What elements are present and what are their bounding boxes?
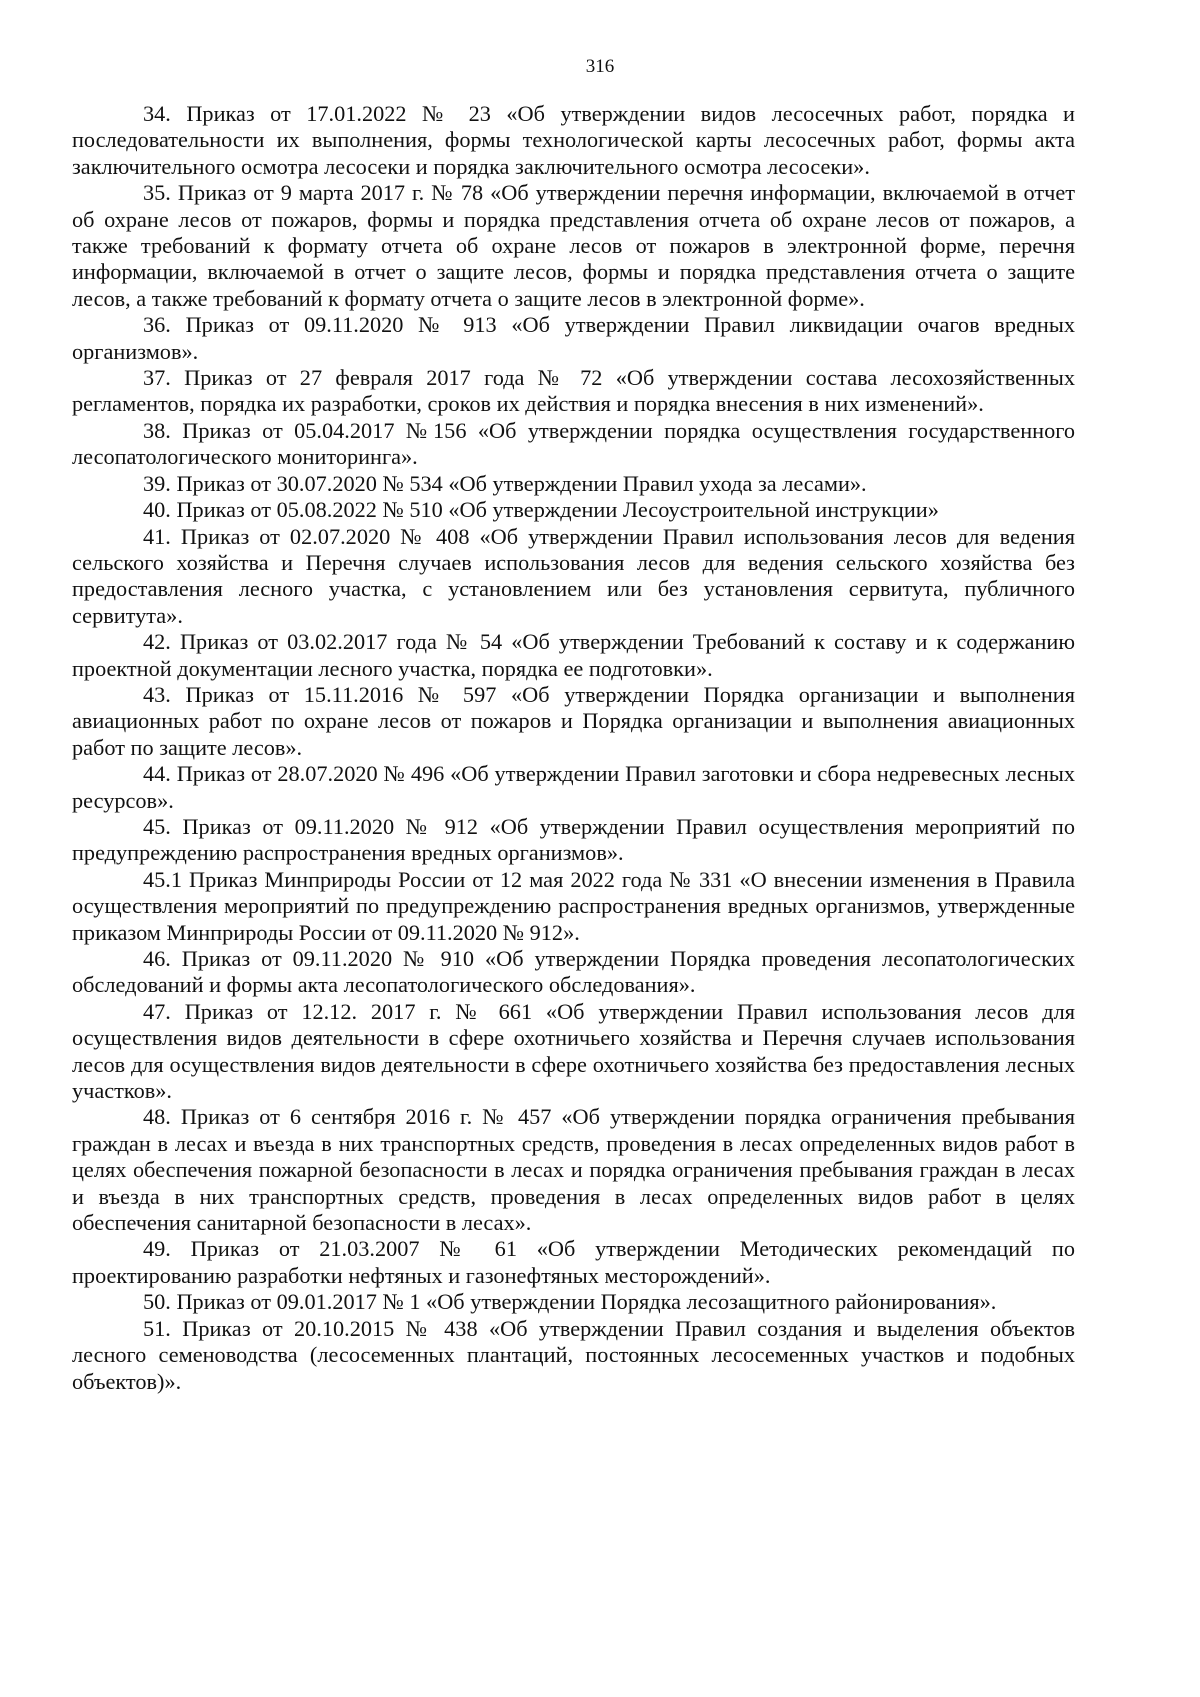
list-item: 40. Приказ от 05.08.2022 № 510 «Об утверждении Лесоустроительной инструкции» <box>143 497 939 523</box>
list-item: 34. Приказ от 17.01.2022 № 23 «Об утверждении видов лесосечных работ, порядка и последовательности их выполнения, формы технологической карты лесосечных работ, формы акта заключительного осмотра лесосеки и порядка заключительного осмотра лесосеки». <box>72 101 1075 179</box>
list-item: 45.1 Приказ Минприроды России от 12 мая 2022 года № 331 «О внесении изменения в Правила осуществления мероприятий по предупреждению распространения вредных организмов, утвержденные приказом Минприроды России от 09.11.2020 № 912». <box>72 866 1075 945</box>
document-body <box>72 101 1075 1395</box>
list-item: 35. Приказ от 9 марта 2017 г. № 78 «Об утверждении перечня информации, включаемой в отчет об охране лесов от пожаров, формы и порядка представления отчета об охране лесов от пожаров, а также требований к формату отчета об охране лесов от пожаров в электронной форме, перечня информации, включаемой в отчет о защите лесов, формы и порядка представления отчета о защите лесов, а также требований к формату отчета о защите лесов в электронной форме». <box>72 180 1075 311</box>
page-number: 316 <box>585 56 615 77</box>
list-item: 36. Приказ от 09.11.2020 № 913 «Об утверждении Правил ликвидации очагов вредных организмов». <box>72 312 1075 364</box>
list-item: 50. Приказ от 09.01.2017 № 1 «Об утверждении Порядка лесозащитного районирования». <box>143 1289 997 1315</box>
list-item: 51. Приказ от 20.10.2015 № 438 «Об утверждении Правил создания и выделения объектов лесного семеноводства (лесосеменных плантаций, постоянных лесосеменных участков и подобных объектов)». <box>72 1315 1075 1394</box>
list-item: 38. Приказ от 05.04.2017 №156 «Об утверждении порядка осуществления государственного лесопатологического мониторинга». <box>72 417 1075 470</box>
list-item: 47. Приказ от 12.12. 2017 г. № 661 «Об утверждении Правил использования лесов для осуществления видов деятельности в сфере охотничьего хозяйства и Перечня случаев использования лесов для осуществления видов деятельности в сфере охотничьего хозяйства без предоставления лесных участков». <box>72 998 1075 1104</box>
list-item: 41. Приказ от 02.07.2020 № 408 «Об утверждении Правил использования лесов для ведения сельского хозяйства и Перечня случаев использования лесов для ведения сельского хозяйства без предоставления лесного участка, с установлением или без установления сервитута, публичного сервитута». <box>72 523 1075 628</box>
list-item: 48. Приказ от 6 сентября 2016 г. № 457 «Об утверждении порядка ограничения пребывания граждан в лесах и въезда в них транспортных средств, проведения в лесах определенных видов работ в целях обеспечения пожарной безопасности в лесах и порядка ограничения пребывания граждан в лесах и въезда в них транспортных средств, проведения в лесах определенных видов работ в целях обеспечения санитарной безопасности в лесах». <box>72 1104 1075 1236</box>
list-item: 45. Приказ от 09.11.2020 № 912 «Об утверждении Правил осуществления мероприятий по предупреждению распространения вредных организмов». <box>72 813 1075 866</box>
list-item: 44. Приказ от 28.07.2020 № 496 «Об утверждении Правил заготовки и сбора недревесных лесных ресурсов». <box>72 761 1075 813</box>
list-item: 37. Приказ от 27 февраля 2017 года № 72 «Об утверждении состава лесохозяйственных регламентов, порядка их разработки, сроков их действия и порядка внесения в них изменений». <box>72 365 1075 417</box>
list-item: 42. Приказ от 03.02.2017 года № 54 «Об утверждении Требований к составу и к содержанию проектной документации лесного участка, порядка ее подготовки». <box>72 629 1075 681</box>
list-item: 49. Приказ от 21.03.2007 № 61 «Об утверждении Методических рекомендаций по проектированию разработки нефтяных и газонефтяных месторождений». <box>72 1236 1075 1288</box>
list-item: 46. Приказ от 09.11.2020 № 910 «Об утверждении Порядка проведения лесопатологических обследований и формы акта лесопатологического обследования». <box>72 946 1075 998</box>
list-item: 43. Приказ от 15.11.2016 № 597 «Об утверждении Порядка организации и выполнения авиационных работ по охране лесов от пожаров и Порядка организации и выполнения авиационных работ по защите лесов». <box>72 681 1075 760</box>
list-item: 39. Приказ от 30.07.2020 № 534 «Об утверждении Правил ухода за лесами». <box>143 470 867 496</box>
